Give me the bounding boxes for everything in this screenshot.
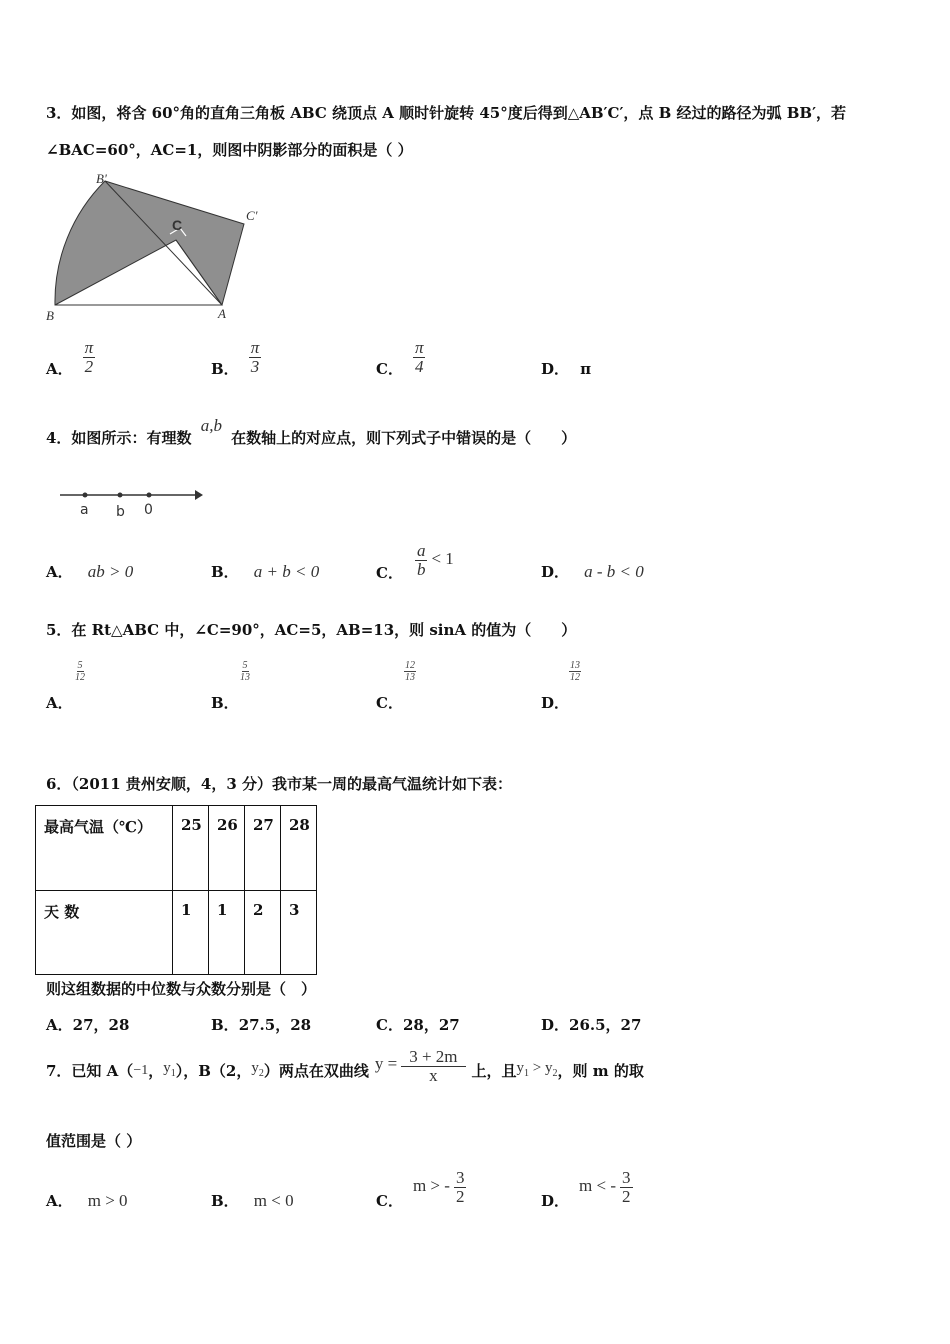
temperature-table: [35, 805, 317, 975]
q7-option-a[interactable]: A． m > 0: [46, 1191, 128, 1210]
curve-lhs: y =: [374, 1054, 398, 1073]
fraction: $\frac{\pi}{2}$: [84, 338, 94, 376]
q3-stem-line2: ∠BAC=60°，AC=1，则图中阴影部分的面积是（ ）: [46, 141, 413, 159]
table-cell: 3: [281, 891, 317, 975]
fraction: $\frac{3}{2}$: [622, 1168, 631, 1206]
fraction: $\frac{3}{2}$: [455, 1168, 465, 1206]
q3-option-a[interactable]: A． $\frac{\pi}{2}$: [46, 338, 94, 378]
label-b-prime: B': [96, 171, 107, 186]
label-c: C: [172, 217, 183, 233]
table-cell: 1: [209, 891, 245, 975]
table-cell: 1: [173, 891, 209, 975]
q7-option-c[interactable]: C． m > - $\frac{3}{2}$: [376, 1168, 465, 1210]
fraction: $\frac{\pi}{4}$: [414, 338, 424, 376]
q6-option-b[interactable]: B．27.5，28: [211, 1016, 312, 1034]
q7-option-d[interactable]: D． m < - $\frac{3}{2}$: [541, 1168, 631, 1210]
arrow-icon: [195, 490, 203, 500]
label-b: B: [46, 308, 54, 323]
table-cell: 27: [245, 806, 281, 891]
q7-option-b[interactable]: B． m < 0: [211, 1191, 294, 1210]
fraction: $\frac{12}{13}$: [405, 660, 415, 683]
q6-stem: 6．（2011 贵州安顺，4，3 分）我市某一周的最高气温统计如下表：: [46, 775, 513, 793]
fraction: $\frac{a}{b}$: [416, 541, 426, 579]
table-row: [36, 891, 317, 975]
q3-option-b[interactable]: B． $\frac{\pi}{3}$: [211, 338, 260, 378]
q7-stem-line2: 值范围是（ ）: [46, 1132, 142, 1150]
q4-stem: 4．如图所示：有理数 a,b 在数轴上的对应点，则下列式子中错误的是（ ）: [46, 416, 577, 447]
q3-option-d[interactable]: D． π: [541, 360, 592, 378]
q3-stem-line1: 3．如图，将含 60°角的直角三角板 ABC 绕顶点 A 顺时针旋转 45°度后得到△AB′C′，点 B 经过的路径为弧 BB′，若: [46, 104, 847, 122]
table-cell: 天 数: [36, 891, 173, 975]
q4-option-d[interactable]: D． a - b < 0: [541, 562, 644, 581]
q4-number-line: [55, 484, 210, 520]
curve-fraction: $\frac{3 + 2m}{x}$: [401, 1048, 465, 1085]
q3-option-c[interactable]: C． $\frac{\pi}{4}$: [376, 338, 424, 378]
axis-label-b: b: [116, 504, 125, 520]
table-cell: 28: [281, 806, 317, 891]
table-row: [36, 806, 317, 891]
q6-question: 则这组数据的中位数与众数分别是（ ）: [46, 980, 317, 998]
label-c-prime: C': [246, 208, 258, 223]
q4-option-a[interactable]: A． ab > 0: [46, 562, 134, 581]
q3-rotation-figure: [40, 168, 280, 328]
fraction: $\frac{5}{13}$: [240, 660, 250, 683]
q6-option-d[interactable]: D．26.5，27: [541, 1016, 642, 1034]
axis-label-a: a: [80, 502, 89, 518]
table-cell: 25: [173, 806, 209, 891]
q4-vars: a,b: [200, 416, 222, 435]
fraction: $\frac{\pi}{3}$: [250, 338, 260, 376]
q4-option-b[interactable]: B． a + b < 0: [211, 562, 320, 581]
q6-option-a[interactable]: A．27，28: [46, 1016, 130, 1034]
label-a: A: [218, 306, 226, 321]
axis-label-0: 0: [144, 502, 153, 518]
fraction: $\frac{5}{12}$: [75, 660, 85, 683]
table-cell: 26: [209, 806, 245, 891]
table-cell: 最高气温（℃）: [36, 806, 173, 891]
q4-option-c[interactable]: C． $\frac{a}{b}$ < 1: [376, 541, 454, 582]
table-cell: 2: [245, 891, 281, 975]
q5-stem: 5．在 Rt△ABC 中，∠C=90°，AC=5，AB=13，则 sinA 的值为（ ）: [46, 621, 577, 639]
q6-option-c[interactable]: C．28，27: [376, 1016, 460, 1034]
q7-stem-line1: 7．已知 A（ −1 ， $y_1$ ），B（2， $y_2$ ）两点在双曲线 y = $\frac{3 + 2m}{x}$ 上，且 $y_1 > y_2$ ，则 m 的取: [46, 1046, 644, 1085]
fraction: $\frac{13}{12}$: [570, 660, 580, 683]
